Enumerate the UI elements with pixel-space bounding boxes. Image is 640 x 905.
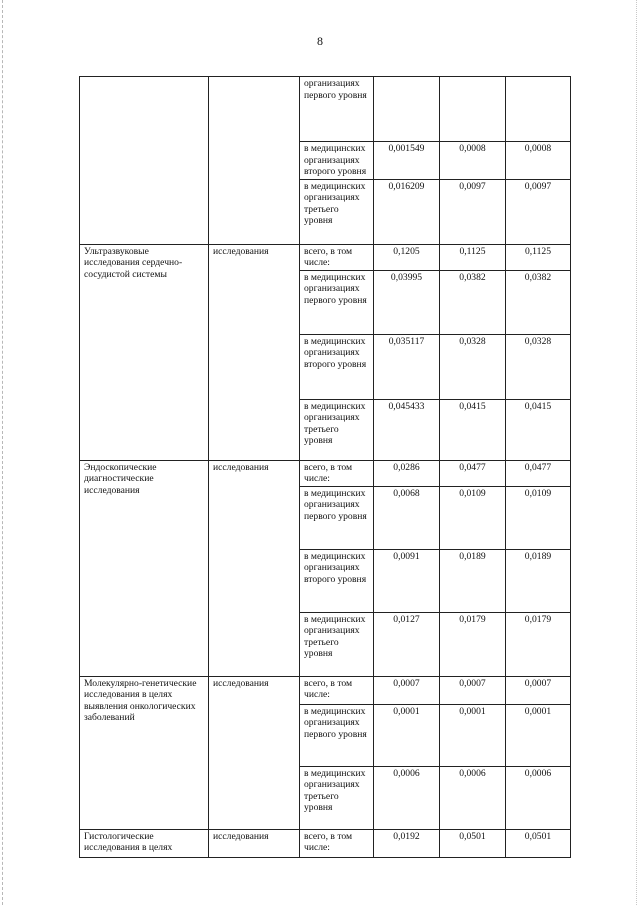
value-cell-3: 0,0007 — [506, 676, 571, 704]
page-number: 8 — [317, 34, 323, 48]
value-cell-3: 0,0189 — [506, 549, 571, 612]
value-cell-2: 0,0109 — [440, 486, 506, 549]
level-cell: всего, в том числе: — [300, 829, 374, 857]
value-cell-3: 0,0001 — [506, 704, 571, 766]
unit-cell — [209, 77, 300, 245]
value-cell-3: 0,0382 — [506, 270, 571, 334]
value-cell-1: 0,0001 — [374, 704, 440, 766]
value-cell-3: 0,0006 — [506, 766, 571, 829]
value-cell-2: 0,0189 — [440, 549, 506, 612]
value-cell-3: 0,1125 — [506, 244, 571, 270]
value-cell-2: 0,0328 — [440, 334, 506, 399]
value-cell-2: 0,1125 — [440, 244, 506, 270]
value-cell-1: 0,0127 — [374, 612, 440, 676]
value-cell-3: 0,0328 — [506, 334, 571, 399]
indicator-name-cell: Ультразвуковые исследования сердечно-сосудистой системы — [80, 244, 209, 460]
value-cell-1: 0,045433 — [374, 399, 440, 460]
level-cell: в медицинских организациях второго уровня — [300, 549, 374, 612]
value-cell-1: 0,1205 — [374, 244, 440, 270]
value-cell-3: 0,0109 — [506, 486, 571, 549]
level-cell: в медицинских организациях третьего уровня — [300, 766, 374, 829]
value-cell-3: 0,0415 — [506, 399, 571, 460]
value-cell-3 — [506, 77, 571, 142]
value-cell-3: 0,0008 — [506, 142, 571, 180]
value-cell-1: 0,016209 — [374, 179, 440, 244]
indicator-name-cell: Эндоскопические диагностические исследования — [80, 460, 209, 676]
unit-cell: исследования — [209, 676, 300, 829]
table-body — [80, 77, 571, 858]
level-cell: в медицинских организациях первого уровня — [300, 704, 374, 766]
indicator-name-cell — [80, 77, 209, 245]
value-cell-1: 0,0068 — [374, 486, 440, 549]
scan-left-edge — [2, 0, 5, 905]
value-cell-1: 0,0091 — [374, 549, 440, 612]
value-cell-2: 0,0007 — [440, 676, 506, 704]
level-cell: в медицинских организациях третьего уровня — [300, 179, 374, 244]
level-cell: в медицинских организациях второго уровня — [300, 334, 374, 399]
value-cell-2: 0,0382 — [440, 270, 506, 334]
unit-cell: исследования — [209, 244, 300, 460]
value-cell-1: 0,03995 — [374, 270, 440, 334]
value-cell-1: 0,0006 — [374, 766, 440, 829]
value-cell-3: 0,0097 — [506, 179, 571, 244]
indicator-name-cell: Гистологические исследования в целях — [80, 829, 209, 857]
value-cell-2: 0,0501 — [440, 829, 506, 857]
level-cell: в медицинских организациях третьего уровня — [300, 612, 374, 676]
value-cell-1: 0,035117 — [374, 334, 440, 399]
value-cell-1: 0,0007 — [374, 676, 440, 704]
value-cell-1: 0,001549 — [374, 142, 440, 180]
value-cell-2: 0,0001 — [440, 704, 506, 766]
table-row — [80, 829, 571, 857]
level-cell: в медицинских организациях второго уровня — [300, 142, 374, 180]
value-cell-2 — [440, 77, 506, 142]
level-cell: в медицинских организациях первого уровня — [300, 270, 374, 334]
data-table — [79, 76, 571, 858]
value-cell-2: 0,0008 — [440, 142, 506, 180]
value-cell-2: 0,0477 — [440, 460, 506, 486]
value-cell-1: 0,0192 — [374, 829, 440, 857]
value-cell-3: 0,0477 — [506, 460, 571, 486]
level-cell: всего, в том числе: — [300, 244, 374, 270]
table-row — [80, 77, 571, 142]
indicator-name-cell: Молекулярно-генетические исследования в целях выявления онкологических заболеваний — [80, 676, 209, 829]
level-cell: в медицинских организациях первого уровня — [300, 486, 374, 549]
table-row — [80, 244, 571, 270]
level-cell: всего, в том числе: — [300, 676, 374, 704]
table-row — [80, 460, 571, 486]
value-cell-1 — [374, 77, 440, 142]
unit-cell: исследования — [209, 460, 300, 676]
level-cell: в медицинских организациях третьего уровня — [300, 399, 374, 460]
table-row — [80, 676, 571, 704]
level-cell: организациях первого уровня — [300, 77, 374, 142]
value-cell-3: 0,0179 — [506, 612, 571, 676]
value-cell-1: 0,0286 — [374, 460, 440, 486]
value-cell-2: 0,0415 — [440, 399, 506, 460]
value-cell-2: 0,0097 — [440, 179, 506, 244]
unit-cell: исследования — [209, 829, 300, 857]
value-cell-2: 0,0179 — [440, 612, 506, 676]
value-cell-2: 0,0006 — [440, 766, 506, 829]
scan-right-edge — [635, 0, 637, 905]
level-cell: всего, в том числе: — [300, 460, 374, 486]
value-cell-3: 0,0501 — [506, 829, 571, 857]
